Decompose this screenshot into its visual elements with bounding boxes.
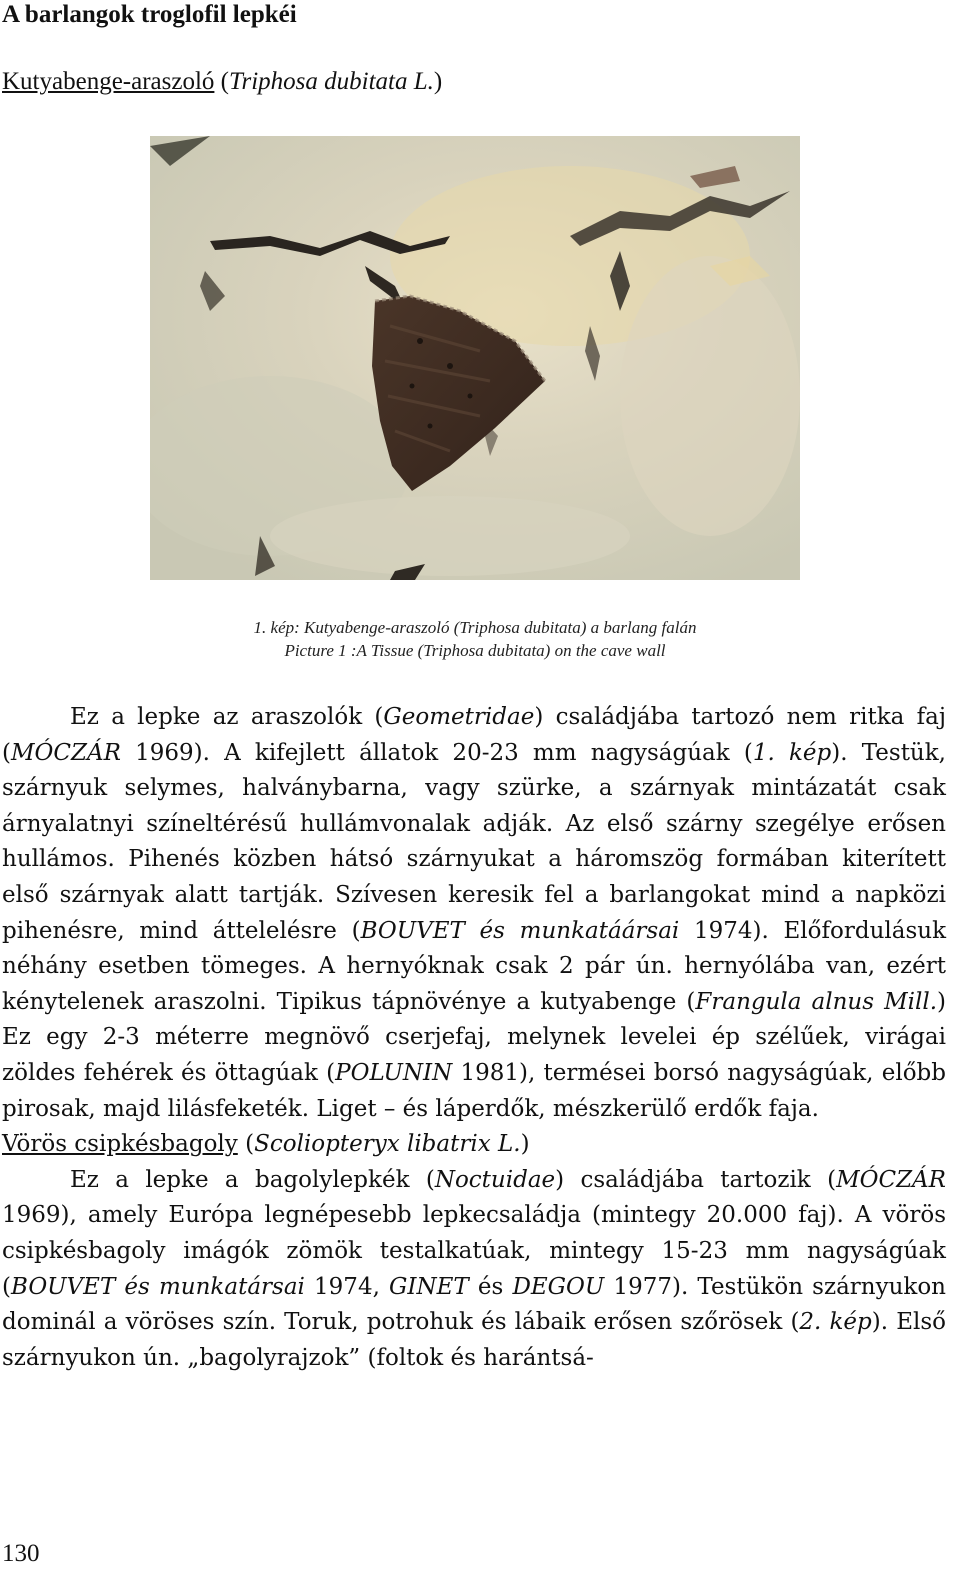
text-run: 1974,: [304, 1273, 390, 1300]
section-heading-triphosa: Kutyabenge-araszoló (Triphosa dubitata L.): [2, 68, 443, 95]
text-run: ) Ez egy 2-3 méterre megnövő cserjefaj, melynek levelei ép szélűek, virágai zöldes fehérek és öttagúak (: [2, 988, 946, 1086]
figure-caption-hu: 1. kép: Kutyabenge-araszoló (Triphosa dubitata) a barlang falán: [253, 618, 697, 637]
italic-run: BOUVET és munkatáársai: [360, 917, 680, 944]
moth-photo: [150, 136, 800, 580]
species-latin-name: Scoliopteryx libatrix L.: [254, 1131, 521, 1158]
italic-run: 1. kép: [752, 739, 832, 766]
italic-run: BOUVET és munkatársai: [10, 1273, 305, 1300]
text-run: ). Testük, szárnyuk selymes, halványbarna, vagy szürke, a szárnyak mintázatát csak árnyalatnyi színeltérésű hullámvonalak adják. Az első szárny szegélye erősen hullámos. Pihenés közben hátsó szárnyukat a háromszög formában kiterített első szárnyak alatt tartják. Szívesen keresik fel a barlangokat mind a napközi pihenésre, mind áttelelésre (: [2, 739, 946, 944]
text-run: 1977). Testükön szárnyukon dominál a vöröses szín. Toruk, potrohuk és lábaik erősen szőrösek (: [2, 1273, 946, 1336]
italic-run: Frangula alnus Mill.: [695, 988, 938, 1015]
text-run: 1981), termései borsó nagyságúak, előbb pirosak, majd lilásfeketék. Liget – és láperdők, mészkerülő erdők faja.: [2, 1059, 946, 1122]
paragraph-text: [2, 700, 946, 1127]
species-name: Kutyabenge-araszoló: [2, 68, 215, 95]
species-name: Vörös csipkésbagoly: [2, 1131, 238, 1158]
paragraph-triphosa: [2, 700, 946, 1376]
italic-run: MÓCZÁR: [836, 1166, 946, 1193]
text-run: 1969), amely Európa legnépesebb lepkecsaládja (mintegy 20.000 faj). A vörös csipkésbagoly imágók zömök testalkatúak, mintegy 15-23 mm nagyságúak (: [2, 1202, 946, 1300]
section-heading-scoliopteryx: Vörös csipkésbagoly (Scoliopteryx libatrix L.): [2, 1131, 530, 1158]
italic-run: Noctuidae: [434, 1166, 556, 1193]
text-run: Ez a lepke a bagolylepkék (: [70, 1166, 435, 1193]
text-run: és: [468, 1273, 513, 1300]
page-number: 130: [2, 1540, 40, 1567]
species-latin-name: Triphosa dubitata L.: [228, 68, 434, 95]
page-title: A barlangok troglofil lepkéi: [2, 1, 297, 28]
text-run: 1974). Előfordulásuk néhány esetben tömeges. A hernyóknak csak 2 pár ún. hernyólába van, ezért kénytelenek araszolni. Tipikus tápnövénye a kutyabenge (: [2, 917, 947, 1015]
italic-run: GINET: [389, 1273, 469, 1300]
figure-caption-en: Picture 1 :A Tissue (Triphosa dubitata) on the cave wall: [284, 641, 666, 660]
text-run: 1969). A kifejlett állatok 20-23 mm nagyságúak (: [120, 739, 753, 766]
text-run: ) családjába tartozó nem ritka faj (: [2, 704, 946, 766]
italic-run: MÓCZÁR: [10, 739, 121, 766]
italic-run: 2. kép: [799, 1309, 872, 1336]
text-run: ) családjába tartozik (: [555, 1166, 837, 1193]
text-run: ). Első szárnyukon ún. „bagolyrajzok” (foltok és harántsá-: [2, 1309, 946, 1371]
italic-run: DEGOU: [512, 1273, 605, 1300]
italic-run: POLUNIN: [335, 1059, 453, 1086]
italic-run: Geometridae: [383, 704, 535, 730]
paragraph-scoliopteryx: [2, 1163, 946, 1377]
text-run: Ez a lepke az araszolók (: [70, 704, 384, 730]
